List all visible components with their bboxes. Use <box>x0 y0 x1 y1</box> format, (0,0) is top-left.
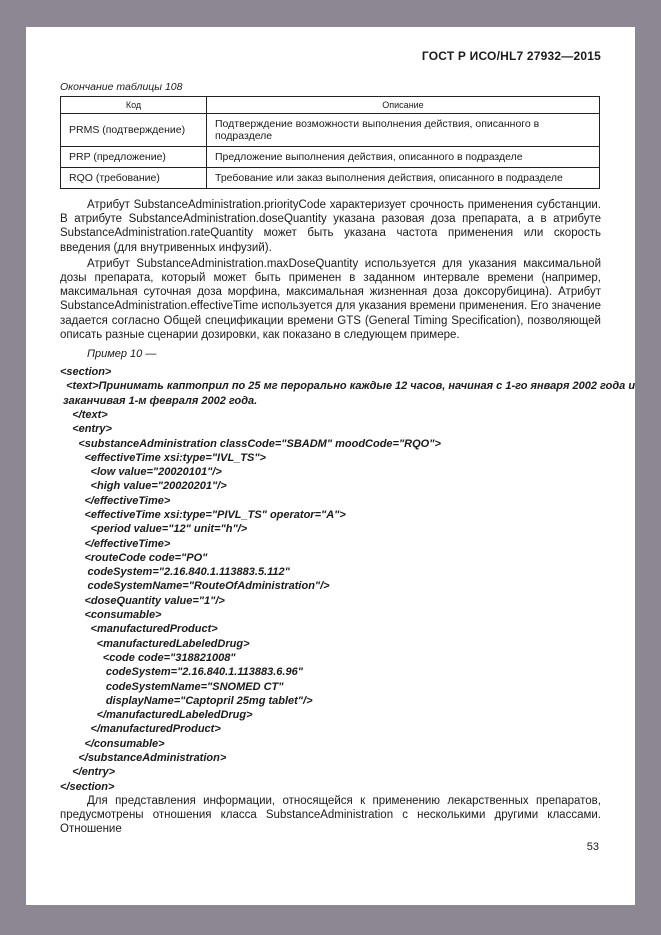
code-line: </substanceAdministration> <box>60 752 227 765</box>
code-line: codeSystem="2.16.840.1.113883.6.96" <box>60 666 303 679</box>
code-line: <high value="20020201"/> <box>60 480 227 493</box>
table-caption: Окончание таблицы 108 <box>60 81 183 93</box>
description-cell: Подтверждение возможности выполнения действия, описанного в подразделе <box>207 114 600 147</box>
code-line: <text>Принимать каптоприл по 25 мг перорально каждые 12 часов, начиная с 1-го января 2002 года и <box>60 380 636 393</box>
code-line: <substanceAdministration classCode="SBADM" moodCode="RQO"> <box>60 437 441 450</box>
code-line: </consumable> <box>60 737 165 750</box>
code-line: <section> <box>60 366 112 379</box>
table-header-code: Код <box>61 97 207 114</box>
code-cell: RQO (требование) <box>61 168 207 189</box>
code-line: codeSystemName="RouteOfAdministration"/> <box>60 580 330 593</box>
code-line: codeSystemName="SNOMED CT" <box>60 680 284 693</box>
body-paragraph: Атрибут SubstanceAdministration.maxDoseQuantity используется для указания максимальной дозы препарата, который может быть применен в заданном интервале времени (например, максимальная суточная доза морфина, максимальная жизненная доза доксорубицина). Атрибут SubstanceAdministration.effectiveTime используется для указания времени применения. Его значение задается согласно Общей спецификации времени GTS (General Timing Specification), позволяющей описать разные сценарии дозировки, как показано в следующем примере. <box>60 257 601 341</box>
code-line: <low value="20020101"/> <box>60 466 222 479</box>
code-line: </effectiveTime> <box>60 537 171 550</box>
codes-table <box>60 96 600 189</box>
description-cell: Требование или заказ выполнения действия, описанного в подразделе <box>207 168 600 189</box>
table-header-row <box>61 97 600 114</box>
code-line: <effectiveTime xsi:type="IVL_TS"> <box>60 451 266 464</box>
code-line: <consumable> <box>60 609 162 622</box>
closing-paragraph: Для представления информации, относящейся к применению лекарственных препаратов, предусмотрены отношения класса SubstanceAdministration с несколькими другими классами. Отношение <box>60 794 601 836</box>
code-line: заканчивая 1-м февраля 2002 года. <box>60 394 258 407</box>
code-line: <period value="12" unit="h"/> <box>60 523 248 536</box>
code-line: </manufacturedLabeledDrug> <box>60 709 253 722</box>
code-line: <effectiveTime xsi:type="PIVL_TS" operator="A"> <box>60 509 346 521</box>
code-line: codeSystem="2.16.840.1.113883.5.112" <box>60 566 290 579</box>
code-line: <doseQuantity value="1"/> <box>60 594 225 607</box>
body-paragraph: Атрибут SubstanceAdministration.priorityCode характеризует срочность применения субстанции. В атрибуте SubstanceAdministration.doseQuantity указана разовая доза препарата, а в атрибуте SubstanceAdministration.rateQuantity может быть указана частота применения или скорость введения (для внутривенных инфузий). <box>60 199 601 254</box>
code-line: </section> <box>60 780 115 793</box>
code-line: <routeCode code="PO" <box>60 551 208 564</box>
code-cell: PRP (предложение) <box>61 147 207 168</box>
table-header-description: Описание <box>207 97 600 114</box>
code-line: <code code="318821008" <box>60 651 236 664</box>
description-cell: Предложение выполнения действия, описанного в подразделе <box>207 147 600 168</box>
code-line: <entry> <box>60 423 112 436</box>
code-line: <manufacturedLabeledDrug> <box>60 637 250 650</box>
example-label: Пример 10 — <box>87 348 157 361</box>
code-line: <manufacturedProduct> <box>60 623 218 636</box>
table-row <box>61 168 600 189</box>
code-line: </entry> <box>60 766 116 779</box>
code-line: </text> <box>60 408 108 421</box>
table-row <box>61 147 600 168</box>
code-line: </effectiveTime> <box>60 494 171 507</box>
code-line: displayName="Captopril 25mg tablet"/> <box>60 694 313 707</box>
document-page <box>26 27 635 905</box>
page-header: ГОСТ Р ИСО/HL7 27932—2015 <box>421 49 601 63</box>
page-number: 53 <box>586 841 599 853</box>
code-cell: PRMS (подтверждение) <box>61 114 207 147</box>
xml-code-block <box>60 365 636 794</box>
body-text <box>60 198 601 342</box>
code-line: </manufacturedProduct> <box>60 723 221 736</box>
table-row <box>61 114 600 147</box>
